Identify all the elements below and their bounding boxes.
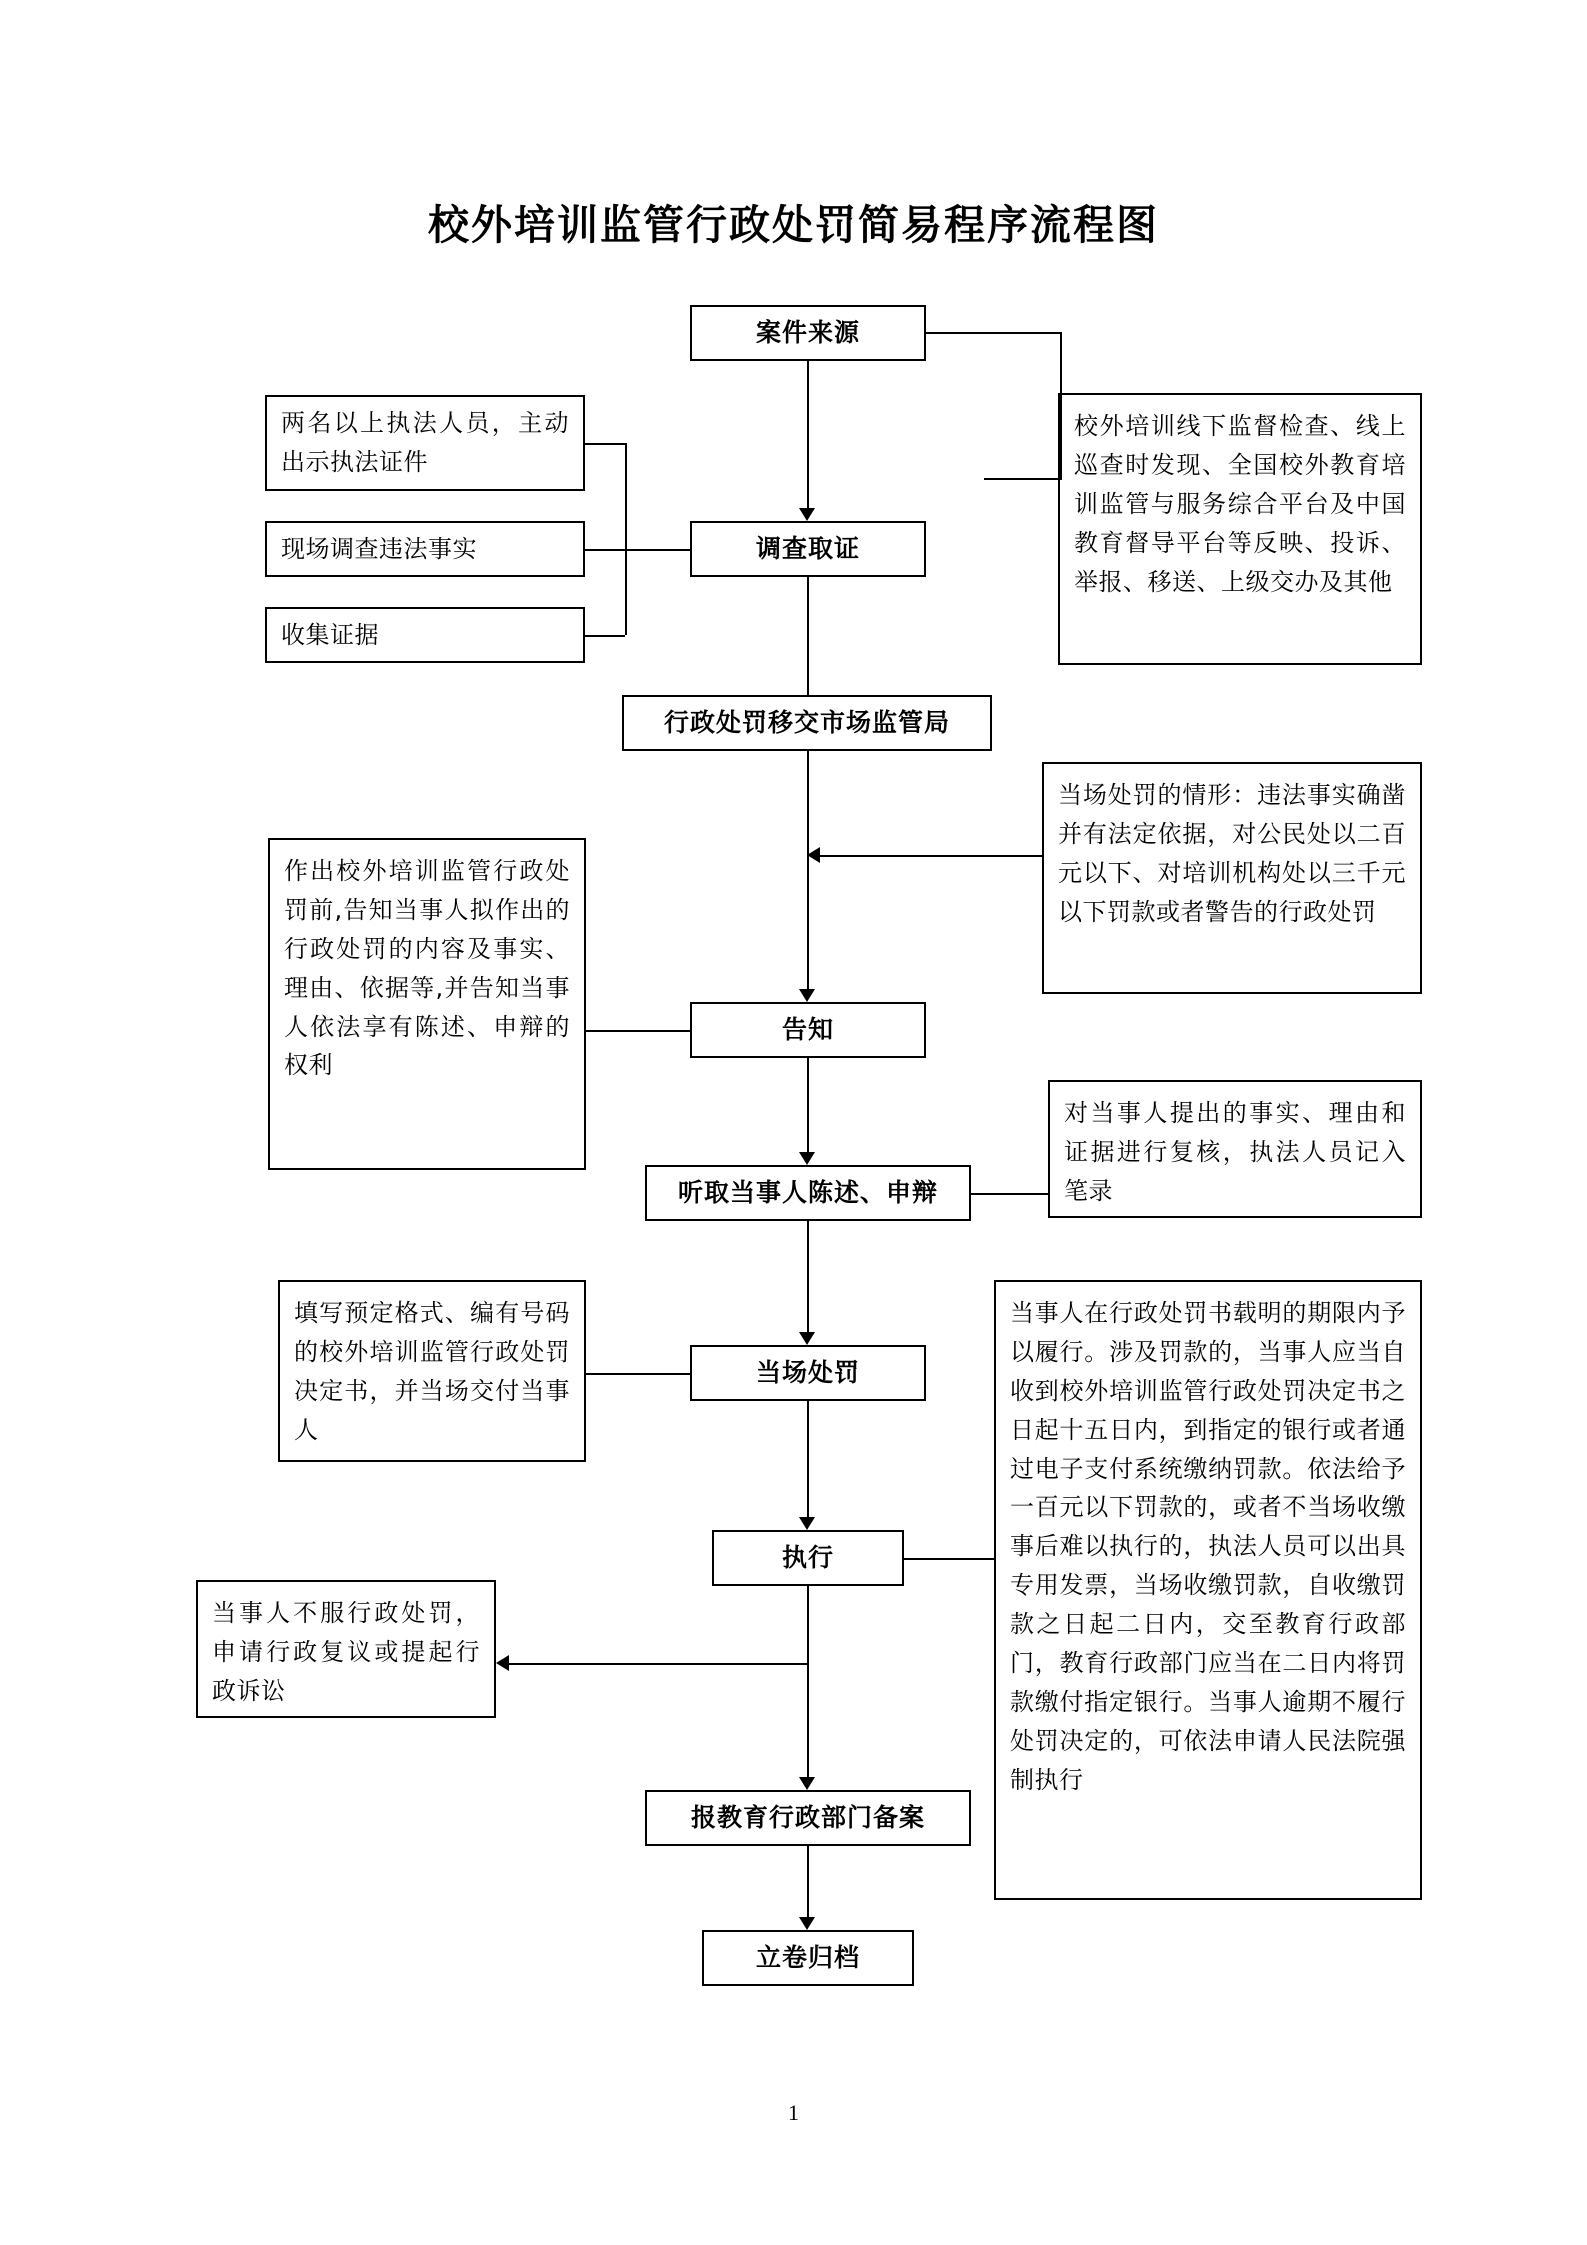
connector-invest-right — [585, 549, 615, 551]
note-remedy-detail-text: 当事人不服行政处罚，申请行政复议或提起行政诉讼 — [212, 1599, 480, 1705]
connector-evidence-right — [585, 635, 625, 637]
connector-execute-remedy-v — [807, 1586, 809, 1664]
connector-hearingdetail-to-hearing — [971, 1193, 1048, 1195]
note-case-source-detail — [1058, 393, 1422, 665]
node-archive-label: 立卷归档 — [755, 1943, 860, 1973]
node-hearing-label: 听取当事人陈述、申辩 — [677, 1178, 938, 1208]
note-collect-evidence — [265, 607, 585, 663]
note-remedy-detail — [196, 1580, 496, 1718]
note-enforcement-officers-text: 两名以上执法人员，主动出示执法证件 — [281, 409, 569, 476]
arrow-execute-to-filing — [799, 1777, 815, 1790]
connector-brace-v — [625, 443, 627, 635]
connector-source-right-end — [984, 478, 1062, 480]
page-title: 校外培训监管行政处罚简易程序流程图 — [428, 201, 1159, 249]
node-hearing — [645, 1165, 971, 1221]
connector-brace-to-investigation — [615, 549, 690, 551]
note-hearing-detail-text: 对当事人提出的事实、理由和证据进行复核，执法人员记入笔录 — [1064, 1099, 1406, 1205]
note-onsite-investigation-text: 现场调查违法事实 — [281, 534, 477, 563]
note-execution-detail-text: 当事人在行政处罚书载明的期限内予以履行。涉及罚款的，当事人应当自收到校外培训监管行政处罚决定书之日起十五日内，到指定的银行或者通过电子支付系统缴纳罚款。依法给予一百元以下罚款的，或者不当场收缴事后难以执行的，执法人员可以出具专用发票，当场收缴罚款，自收缴罚款之日起二日内，交至教育行政部门，教育行政部门应当在二日内将罚款缴付指定银行。当事人逾期不履行处罚决定的，可依法申请人民法院强制执行 — [1010, 1299, 1406, 1794]
note-penalty-decision-detail-text: 填写预定格式、编有号码的校外培训监管行政处罚决定书，并当场交付当事人 — [294, 1299, 570, 1444]
note-onsite-penalty-condition-text: 当场处罚的情形：违法事实确凿并有法定依据，对公民处以二百元以下、对培训机构处以三千元以下罚款或者警告的行政处罚 — [1058, 781, 1406, 926]
connector-transfer-to-notify — [807, 751, 809, 989]
node-case-source-label: 案件来源 — [755, 318, 860, 348]
connector-source-right-v — [1060, 332, 1062, 480]
node-notify — [690, 1002, 926, 1058]
connector-condition-to-main — [820, 855, 1042, 857]
note-execution-detail — [994, 1280, 1422, 1900]
note-enforcement-officers — [265, 395, 585, 491]
node-execute — [712, 1530, 904, 1586]
arrow-filing-to-archive — [799, 1917, 815, 1930]
node-transfer-label: 行政处罚移交市场监管局 — [663, 708, 950, 738]
node-transfer — [622, 695, 992, 751]
node-notify-label: 告知 — [781, 1015, 834, 1045]
node-record-filing-label: 报教育行政部门备案 — [690, 1803, 925, 1833]
node-execute-label: 执行 — [781, 1543, 834, 1573]
note-collect-evidence-text: 收集证据 — [281, 620, 379, 649]
note-onsite-investigation — [265, 521, 585, 577]
connector-officers-right — [585, 443, 625, 445]
node-investigation-label: 调查取证 — [755, 534, 860, 564]
note-case-source-detail-text: 校外培训线下监督检查、线上巡查时发现、全国校外教育培训监管与服务综合平台及中国教育督导平台等反映、投诉、举报、移送、上级交办及其他 — [1074, 412, 1406, 596]
connector-source-right — [926, 332, 1062, 334]
connector-penalty-to-execute — [807, 1401, 809, 1517]
connector-source-to-investigation — [807, 361, 809, 508]
connector-filing-to-archive — [807, 1846, 809, 1917]
note-notify-detail-text: 作出校外培训监管行政处罚前,告知当事人拟作出的行政处罚的内容及事实、理由、依据等,并告知当事人依法享有陈述、申辩的权利 — [284, 857, 570, 1080]
connector-notifydetail-to-notify — [586, 1030, 690, 1032]
node-investigation — [690, 521, 926, 577]
connector-execute-remedy-h — [509, 1663, 809, 1665]
node-case-source — [690, 305, 926, 361]
note-notify-detail — [268, 838, 586, 1170]
node-record-filing — [645, 1790, 971, 1846]
node-onsite-penalty-label: 当场处罚 — [755, 1358, 860, 1388]
arrow-hearing-to-penalty — [799, 1332, 815, 1345]
arrow-source-to-investigation — [799, 508, 815, 521]
connector-decision-to-penalty — [586, 1373, 690, 1375]
arrow-execute-to-remedy — [496, 1655, 509, 1671]
connector-hearing-to-penalty — [807, 1221, 809, 1332]
page-number: 1 — [788, 2100, 799, 2125]
arrow-notify-to-hearing — [799, 1152, 815, 1165]
node-onsite-penalty — [690, 1345, 926, 1401]
note-penalty-decision-detail — [278, 1280, 586, 1462]
connector-notify-to-hearing — [807, 1058, 809, 1152]
connector-execute-to-detail — [904, 1558, 994, 1560]
arrow-penalty-to-execute — [799, 1517, 815, 1530]
note-onsite-penalty-condition — [1042, 762, 1422, 994]
node-archive — [702, 1930, 914, 1986]
note-hearing-detail — [1048, 1080, 1422, 1218]
arrow-transfer-to-notify — [799, 989, 815, 1002]
connector-execute-to-filing — [807, 1663, 809, 1777]
connector-investigation-to-transfer — [807, 577, 809, 695]
arrow-condition-to-main — [807, 847, 820, 863]
